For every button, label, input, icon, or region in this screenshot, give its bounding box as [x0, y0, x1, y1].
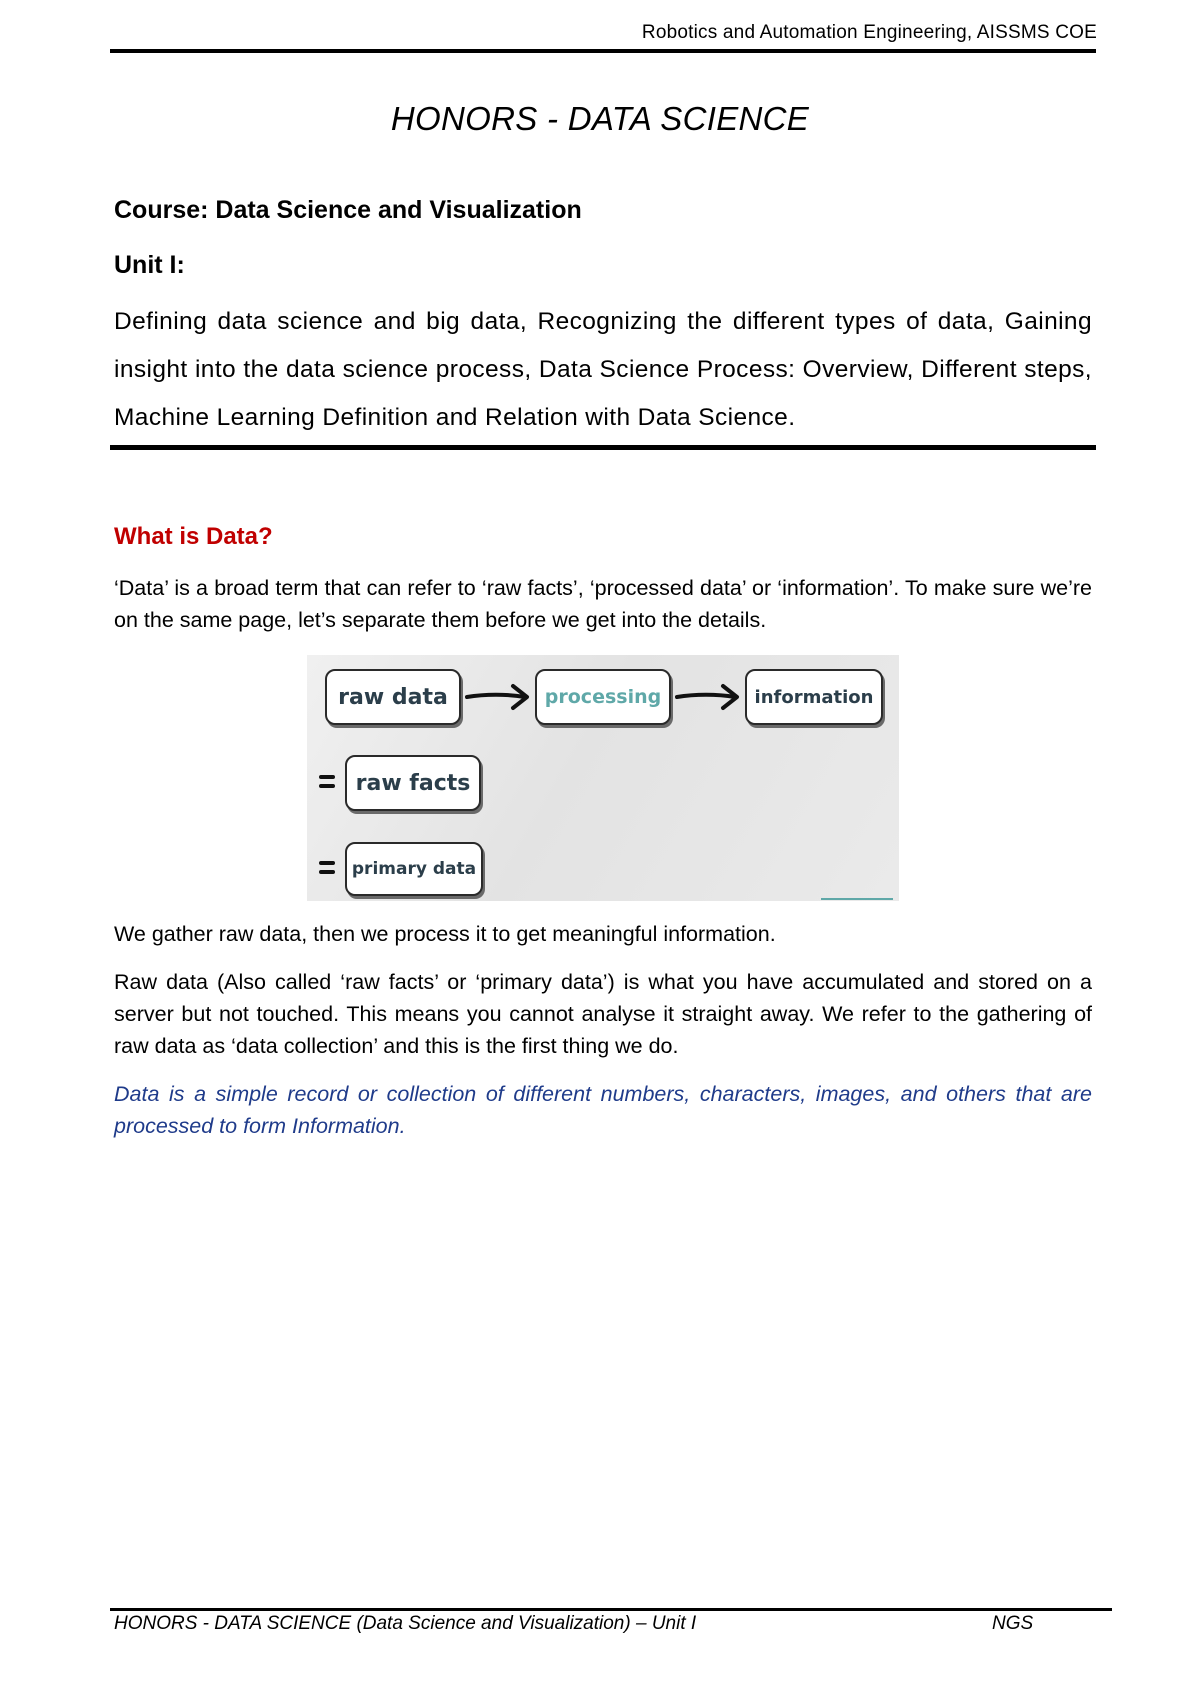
footer-author-initials: NGS [992, 1613, 1034, 1634]
header-rule [110, 49, 1096, 53]
course-line: Course: Data Science and Visualization [114, 196, 582, 224]
paragraph-raw-data-explanation: Raw data (Also called ‘raw facts’ or ‘primary data’) is what you have accumulated and stored on a server but not touched. This means you cannot analyse it straight away. We refer to the gathering of raw data as ‘data collection’ and this is the first thing we do. [114, 970, 1092, 1058]
footer-rule [110, 1608, 1112, 1611]
unit-description: Defining data science and big data, Recognizing the different types of data, Gaining insight into the data science process, Data Science Process: Overview, Different steps, Machine Learning Definition and Relation with Data Science. [114, 308, 1092, 431]
footer-course-unit: HONORS - DATA SCIENCE (Data Science and Visualization) – Unit I [114, 1613, 697, 1634]
paragraph-gather-raw-data: We gather raw data, then we process it to get meaningful information. [114, 922, 776, 946]
paragraph-data-definition-intro: ‘Data’ is a broad term that can refer to ‘raw facts’, ‘processed data’ or ‘information’. To make sure we’re on the same page, let’s separate them before we get into the details. [114, 576, 1092, 632]
arrow-right-icon [463, 681, 533, 713]
document-title: HONORS - DATA SCIENCE [390, 100, 810, 137]
equals-icon [319, 861, 335, 875]
page-header-institution: Robotics and Automation Engineering, AISSMS COE [641, 22, 1097, 43]
paragraph-data-definition: Data is a simple record or collection of different numbers, characters, images, and others that are processed to form Information. [114, 1082, 1092, 1138]
equals-icon [319, 775, 335, 789]
section-heading: What is Data? [114, 523, 273, 550]
diagram-box-raw-facts: raw facts [345, 755, 481, 811]
unit-label: Unit I: [114, 251, 185, 279]
arrow-right-icon [673, 681, 743, 713]
diagram-decorative-underline [821, 898, 893, 900]
unit-divider-rule [110, 445, 1096, 450]
diagram-box-raw-data: raw data [325, 669, 461, 725]
diagram-box-processing: processing [535, 669, 671, 725]
data-flow-diagram [307, 655, 899, 901]
diagram-box-primary-data: primary data [345, 842, 483, 896]
diagram-box-information: information [745, 669, 883, 725]
